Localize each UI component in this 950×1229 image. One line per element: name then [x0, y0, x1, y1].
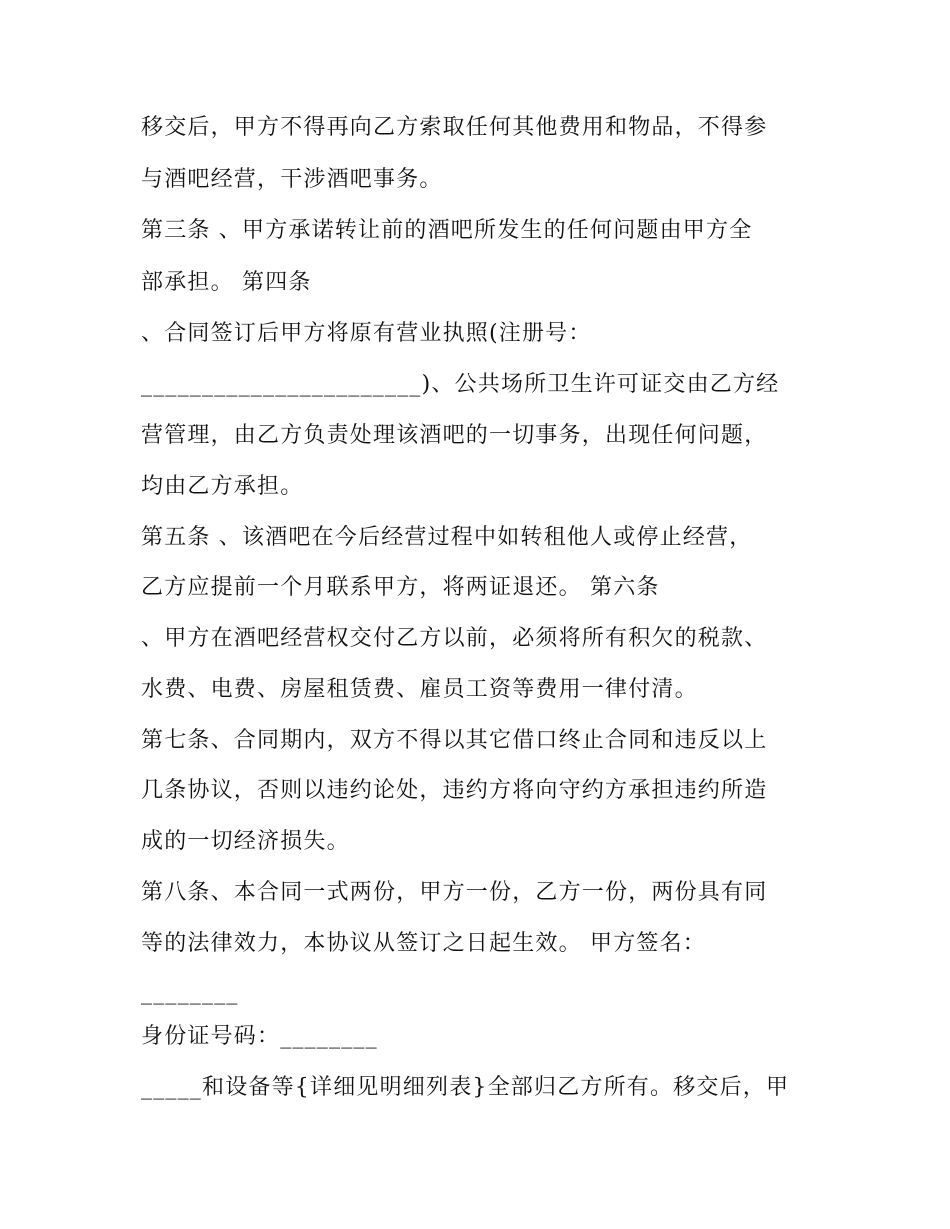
text-line: 、合同签订后甲方将原有营业执照(注册号： — [141, 321, 592, 346]
text-line: 、甲方在酒吧经营权交付乙方以前，必须将所有积欠的税款、 — [141, 626, 768, 651]
text-line: 成的一切经济损失。 — [141, 829, 350, 854]
text-line: 第七条、合同期内，双方不得以其它借口终止合同和违反以上 — [141, 728, 768, 753]
text-line: _____和设备等{详细见明细列表}全部归乙方所有。移交后，甲 — [141, 1075, 790, 1100]
text-line: 几条协议，否则以违约论处，违约方将向守约方承担违约所造 — [141, 778, 768, 803]
text-line: 水费、电费、房屋租赁费、雇员工资等费用一律付清。 — [141, 677, 698, 702]
text-line: 第八条、本合同一式两份，甲方一份，乙方一份，两份具有同 — [141, 880, 768, 905]
id-number-line: 身份证号码：________ — [141, 1024, 378, 1049]
text-line: 乙方应提前一个月联系甲方，将两证退还。 第六条 — [141, 575, 660, 600]
text-line: 营管理，由乙方负责处理该酒吧的一切事务，出现任何问题， — [141, 423, 768, 448]
text-line: 等的法律效力，本协议从签订之日起生效。 甲方签名： — [141, 931, 706, 956]
text-line: 部承担。 第四条 — [141, 270, 312, 295]
text-line: 均由乙方承担。 — [141, 474, 304, 499]
text-line: 第五条 、该酒吧在今后经营过程中如转租他人或停止经营， — [141, 525, 753, 550]
text-line: 第三条 、甲方承诺转让前的酒吧所发生的任何问题由甲方全 — [141, 218, 753, 243]
text-line: 与酒吧经营，干涉酒吧事务。 — [141, 167, 443, 192]
signature-blank: ________ — [141, 980, 239, 1005]
text-line: 移交后，甲方不得再向乙方索取任何其他费用和物品，不得参 — [141, 115, 768, 140]
text-line: _______________________)、公共场所卫生许可证交由乙方经 — [141, 372, 780, 397]
